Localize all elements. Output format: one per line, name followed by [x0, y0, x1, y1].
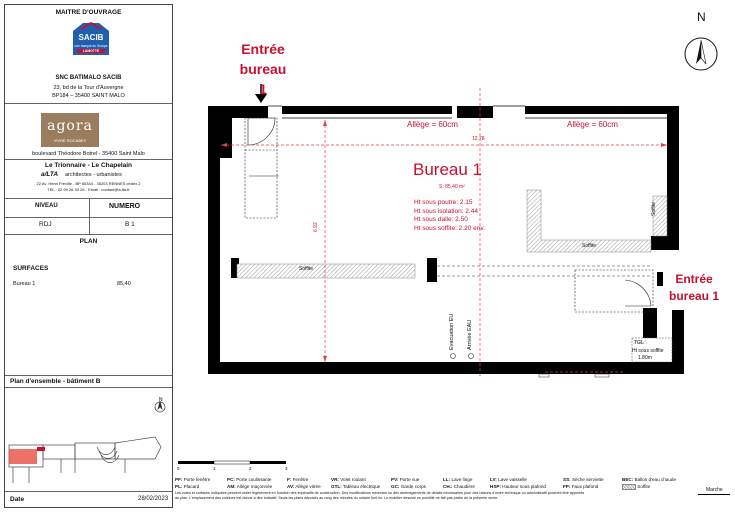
legend-code: SS: [563, 477, 571, 482]
legend-text: Lave linge [451, 477, 473, 482]
ht-dalle: Ht sous dalle: 2.50 [414, 216, 468, 223]
ht-soffite: Ht sous soffite: 2.20 env. [414, 224, 485, 232]
legend-soffite [622, 484, 650, 490]
legend-lv [490, 477, 527, 483]
agora-address: boulevard Théodore Botrel - 35400 Saint Malo [32, 151, 145, 157]
agora-logo-subtext: VIVRE ROCABEY [53, 138, 87, 143]
legend-am [227, 484, 272, 490]
soffite-swatch [622, 484, 636, 490]
room-heights [414, 199, 485, 233]
legend-code: GC: [391, 484, 400, 489]
legend-av [287, 484, 321, 490]
architect-brand: a/LTA [41, 171, 59, 178]
agora-logo-text: agora [47, 118, 93, 134]
legend-text: Porte coulissante [236, 477, 272, 482]
arrivee-eau-label: Arrivée EAU [467, 319, 473, 350]
legend-text: Allège vitrée [295, 484, 321, 489]
legend-code: PV: [391, 477, 399, 482]
soffite-label-2: Soffite [582, 243, 597, 249]
legend-text: Faux plafond [571, 484, 599, 489]
numero-header: NUMERO [109, 203, 141, 210]
company-name: SNC BATIMALO SACIB [55, 75, 122, 81]
legend-text: Garde corps [400, 484, 426, 489]
ht-poutre: Ht sous poutre: 2.15 [414, 199, 473, 206]
date-value: 28/02/2023 [138, 496, 169, 502]
legend-code: AM: [227, 484, 236, 489]
legend-code: PC: [227, 477, 235, 482]
ht-sous-soffite-label: Ht sous soffite [632, 348, 664, 354]
legend-pv [391, 477, 419, 483]
scale-label-3: 3 [285, 466, 288, 471]
dim-height-label: 6.92 [313, 222, 319, 232]
legend-text: Allège maçonnée [236, 484, 273, 489]
legend [175, 477, 730, 509]
legend-text: Tableau électrique [342, 484, 381, 489]
legend-text: Porte fenêtre [183, 477, 211, 482]
entree-top-line-1: Entrée [241, 41, 285, 57]
legend-ll [443, 477, 472, 483]
legend-text: Hauteur sous plafond [502, 484, 546, 489]
legend-text: Chaudière [453, 484, 475, 489]
evacuation-eu-label: Evacuation EU [449, 313, 455, 350]
niveau-value-cell [5, 217, 90, 234]
floor-plan [175, 0, 735, 460]
surface-value: 85,40 [117, 281, 131, 287]
legend-text: Volet roulant [340, 477, 366, 482]
marche-line [698, 494, 730, 495]
scale-bar [176, 460, 291, 474]
niveau-header: NIVEAU [35, 203, 58, 209]
legend-text: Soffite [637, 484, 651, 490]
plan-ensemble-label: Plan d'ensemble - bâtiment B [10, 378, 101, 385]
sacib-logo-subtext: une marque du Groupe [74, 44, 108, 48]
entree-top-line-2: bureau 1 [239, 61, 287, 97]
entree-top-label [237, 39, 289, 99]
site-plan [5, 387, 172, 491]
legend-gtl [331, 484, 380, 490]
architect-address-2: TEL : 02 99 26 33 26 - Email : contact@a-lta.fr [47, 187, 130, 192]
legend-f [287, 477, 308, 483]
ht-sous-soffite-value: 1.80m [638, 355, 652, 361]
legend-text: Sèche serviette [571, 477, 604, 482]
marche-label: Marche [706, 487, 723, 493]
company-address-1: 23, bd de la Tour d'Auvergne [53, 85, 124, 91]
legend-code: F: [287, 477, 292, 482]
legend-text: Fenêtre [292, 477, 309, 482]
north-label: N [697, 10, 706, 24]
architect-role: architectes - urbanistes [65, 172, 122, 178]
lamotte-logo-text: LAMOTTE [77, 49, 105, 53]
legend-code: AV: [287, 484, 295, 489]
legend-vr [331, 477, 366, 483]
niveau-header-cell [5, 198, 90, 217]
legend-pl [175, 484, 199, 490]
sacib-logo-text: SACIB [78, 33, 104, 42]
soffite-label-1: Soffite [299, 266, 314, 272]
legend-code: LV: [490, 477, 497, 482]
sacib-logo [71, 21, 111, 57]
legend-code: CH.: [443, 484, 453, 489]
legend-fp [563, 484, 598, 490]
legend-text: Placard [183, 484, 200, 489]
plan-header: PLAN [79, 238, 98, 245]
legend-text: Porte vue [399, 477, 420, 482]
maitre-ouvrage-label: MAITRE D'OUVRAGE [55, 9, 122, 16]
allege-left-label: Allège = 60cm [407, 120, 458, 129]
room-surface: S: 85,40 m² [439, 184, 465, 190]
entree-right-line-2: bureau 1 [668, 289, 719, 303]
date-label: Date [10, 496, 25, 503]
surfaces-header: SURFACES [13, 265, 49, 272]
architect-address-1: 22 Av. Henri Fréville - BP 60344 - 35203 RENNES cedex 2 [36, 181, 141, 186]
soffite-label-3: Soffite [651, 201, 657, 216]
tgl-label: TGL [634, 340, 644, 346]
company-address-2: BP184 – 35400 SAINT MALO [52, 93, 125, 99]
legend-code: PL: [175, 484, 183, 489]
numero-value: B 1 [125, 221, 135, 228]
legend-bec [622, 477, 676, 483]
legend-code: PF: [175, 477, 183, 482]
entree-right-line-1: Entrée [675, 272, 713, 286]
entree-right-label [665, 271, 723, 305]
legend-note-2: au plan. L'emplacement des cuisines est donné à titre indicatif. Seuls les plans déposés au rang des minutes du notaire font foi. Le mobilier dessiné en pointillé ne fait pas partie de la présente vente. [175, 496, 499, 500]
legend-text: Ballon d'eau chaude [634, 477, 677, 482]
numero-value-cell [89, 217, 172, 234]
niveau-value: RDJ [39, 221, 52, 228]
legend-code: LL: [443, 477, 451, 482]
agora-logo [41, 113, 99, 147]
legend-pc [227, 477, 271, 483]
legend-text: Lave vaisselle [498, 477, 527, 482]
legend-note-1: Les cotes et surfaces indiquées peuvent varier légèrement en fonction des impératifs de construction. Des modifications mineures ou des aménagements de détails nécessaires pour des raisons d'ordre technique ou administratif pourront être apportés [175, 491, 585, 495]
ht-isolation: Ht sous isolation: 2.44 [414, 207, 478, 215]
scale-label-1: 1 [213, 466, 216, 471]
architect-title: Le Trionnaire - Le Chapelain [44, 162, 133, 169]
legend-code: VR: [331, 477, 339, 482]
room-title: Bureau 1 [413, 160, 482, 179]
legend-ch [443, 484, 475, 490]
legend-pf [175, 477, 210, 483]
legend-code: FP: [563, 484, 571, 489]
scale-label-0: 0 [177, 466, 180, 471]
scale-label-2: 2 [249, 466, 252, 471]
svg-text:N: N [159, 397, 163, 403]
legend-gc [391, 484, 426, 490]
legend-code: BEC: [622, 477, 634, 482]
dim-width-label: 12.78 [472, 136, 485, 142]
legend-code: GTL: [331, 484, 342, 489]
allege-right-label: Allège = 60cm [567, 120, 618, 129]
legend-hsp [490, 484, 546, 490]
legend-code: HSP: [490, 484, 501, 489]
legend-ss [563, 477, 604, 483]
surface-label: Bureau 1 [13, 281, 36, 287]
title-block [4, 4, 173, 508]
numero-header-cell [89, 198, 172, 217]
